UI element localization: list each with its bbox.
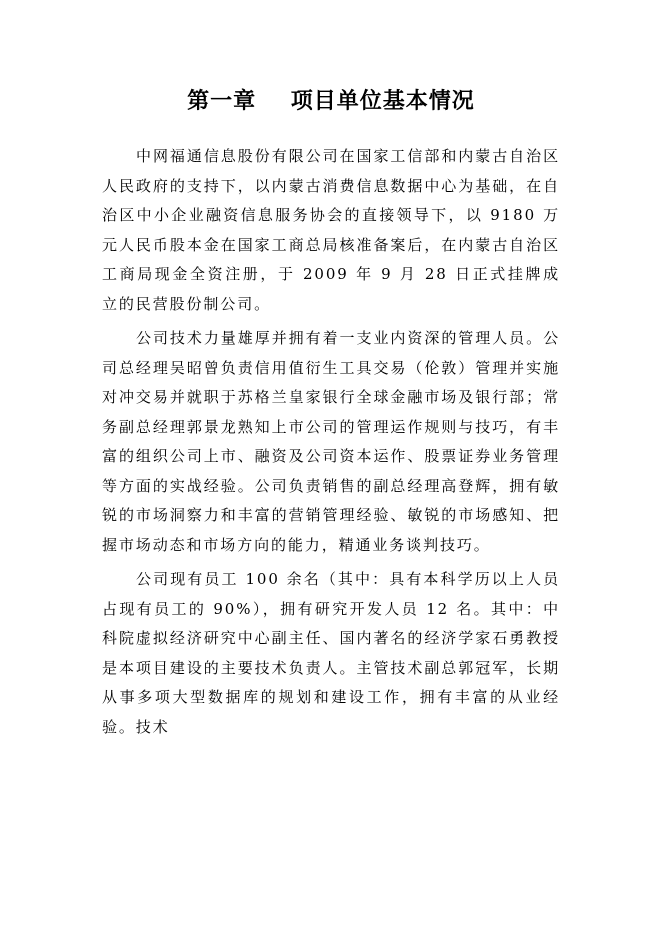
chapter-title: 第一章 项目单位基本情况 xyxy=(187,88,475,114)
paragraph-staff: 公司现有员工 100 余名（其中：具有本科学历以上人员占现有员工的 90%），拥有研究开发人员 12 名。其中：中科院虚拟经济研究中心副主任、国内著名的经济学家石勇教授是本项目建设的主要技术负责人。主管技术副总郭冠军，长期从事多项大型数据库的规划和建设工作，拥有丰富的从业经验。技术 xyxy=(102,570,560,736)
paragraph-management-team: 公司技术力量雄厚并拥有着一支业内资深的管理人员。公司总经理吴昭曾负责信用值衍生工具交易（伦敦）管理并实施对冲交易并就职于苏格兰皇家银行全球金融市场及银行部；常务副总经理郭景龙熟知上市公司的管理运作规则与技巧，有丰富的组织公司上市、融资及公司资本运作、股票证券业务管理等方面的实战经验。公司负责销售的副总经理高登辉，拥有敏锐的市场洞察力和丰富的营销管理经验、敏锐的市场感知、把握市场动态和市场方向的能力，精通业务谈判技巧。 xyxy=(102,329,560,554)
paragraph-company-overview: 中网福通信息股份有限公司在国家工信部和内蒙古自治区人民政府的支持下，以内蒙古消费信息数据中心为基础，在自治区中小企业融资信息服务协会的直接领导下，以 9180 万元人民币股本金在国家工商总局核准备案后，在内蒙古自治区工商局现金全资注册，于 2009 年 9 月 28 日正式挂牌成立的民营股份制公司。 xyxy=(102,147,560,313)
body-text xyxy=(102,142,560,742)
